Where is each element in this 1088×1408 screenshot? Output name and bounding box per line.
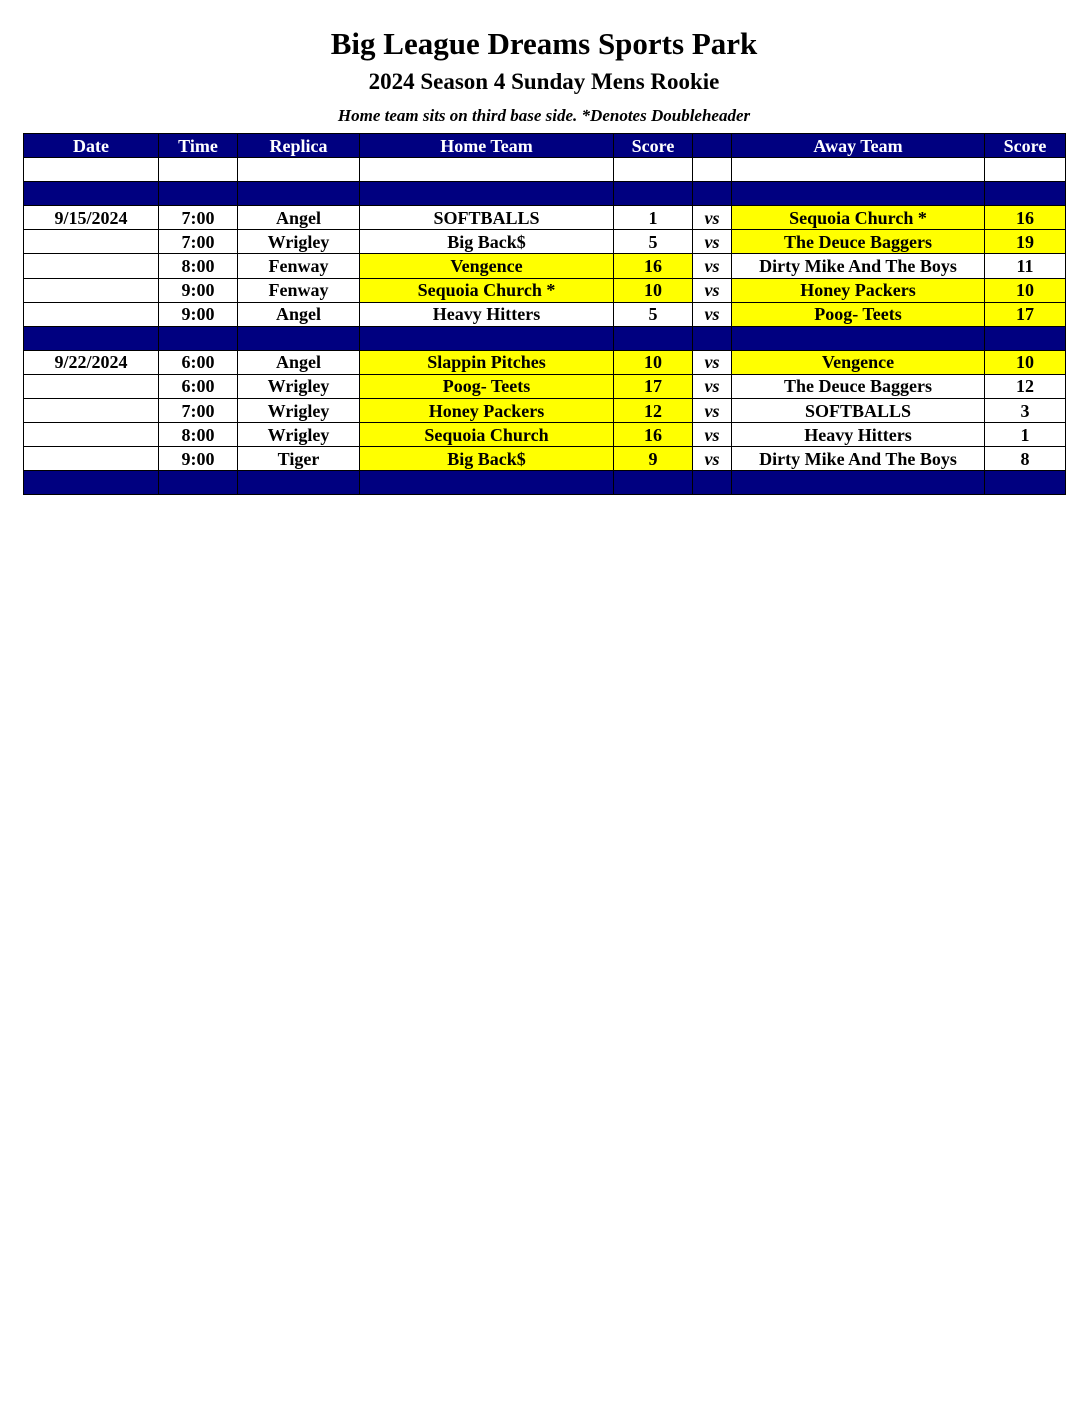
replica-cell: Angel [238,350,360,374]
replica-cell: Fenway [238,254,360,278]
replica-cell: Angel [238,206,360,230]
away-team-cell: Dirty Mike And The Boys [732,254,985,278]
header-row [24,134,1066,158]
replica-cell: Wrigley [238,399,360,423]
replica-cell: Wrigley [238,374,360,398]
away-team-cell: Heavy Hitters [732,423,985,447]
away-score-cell: 10 [985,350,1066,374]
empty-cell [24,471,159,495]
home-team-cell: SOFTBALLS [360,206,614,230]
date-cell: 9/15/2024 [24,206,159,230]
vs-cell: vs [693,206,732,230]
away-team-cell: The Deuce Baggers [732,230,985,254]
game-row [24,399,1066,423]
empty-cell [985,326,1066,350]
vs-cell: vs [693,350,732,374]
home-team-cell: Sequoia Church * [360,278,614,302]
empty-cell [238,471,360,495]
schedule-note: Home team sits on third base side. *Denotes Doubleheader [337,106,751,125]
date-cell: 9/22/2024 [24,350,159,374]
home-score-cell: 10 [614,278,693,302]
empty-cell [693,326,732,350]
empty-cell [732,182,985,206]
game-row [24,374,1066,398]
empty-cell [614,326,693,350]
away-score-cell: 8 [985,447,1066,471]
away-score-cell: 17 [985,302,1066,326]
empty-cell [693,158,732,182]
date-cell [24,278,159,302]
empty-cell [732,471,985,495]
home-score-cell: 1 [614,206,693,230]
replica-cell: Wrigley [238,230,360,254]
game-row [24,350,1066,374]
time-cell: 9:00 [159,278,238,302]
away-score-cell: 12 [985,374,1066,398]
empty-cell [360,182,614,206]
game-row [24,230,1066,254]
game-row [24,206,1066,230]
schedule-table [23,133,1066,495]
home-score-cell: 16 [614,254,693,278]
home-score-cell: 9 [614,447,693,471]
empty-cell [360,471,614,495]
vs-cell: vs [693,399,732,423]
home-score-cell: 10 [614,350,693,374]
game-row [24,278,1066,302]
empty-cell [24,182,159,206]
col-header-home-team: Home Team [360,134,614,158]
vs-cell: vs [693,254,732,278]
replica-cell: Angel [238,302,360,326]
empty-cell [614,158,693,182]
page-title: Big League Dreams Sports Park [330,26,758,61]
home-team-cell: Heavy Hitters [360,302,614,326]
date-cell [24,423,159,447]
col-header-date: Date [24,134,159,158]
time-cell: 9:00 [159,447,238,471]
empty-cell [238,182,360,206]
time-cell: 8:00 [159,423,238,447]
away-score-cell: 1 [985,423,1066,447]
empty-cell [159,182,238,206]
date-cell [24,254,159,278]
game-row [24,254,1066,278]
empty-cell [360,326,614,350]
away-score-cell: 10 [985,278,1066,302]
date-cell [24,399,159,423]
blank-row [24,158,1066,182]
home-score-cell: 12 [614,399,693,423]
time-cell: 6:00 [159,374,238,398]
vs-cell: vs [693,278,732,302]
date-cell [24,302,159,326]
away-team-cell: The Deuce Baggers [732,374,985,398]
away-team-cell: Dirty Mike And The Boys [732,447,985,471]
empty-cell [360,158,614,182]
empty-cell [159,326,238,350]
date-cell [24,447,159,471]
time-cell: 7:00 [159,230,238,254]
home-team-cell: Vengence [360,254,614,278]
empty-cell [238,326,360,350]
game-row [24,423,1066,447]
vs-cell: vs [693,447,732,471]
empty-cell [732,326,985,350]
empty-cell [24,158,159,182]
home-team-cell: Slappin Pitches [360,350,614,374]
empty-cell [159,471,238,495]
col-header-vs [693,134,732,158]
schedule-body [24,158,1066,495]
away-team-cell: SOFTBALLS [732,399,985,423]
empty-cell [614,471,693,495]
col-header-away-team: Away Team [732,134,985,158]
away-score-cell: 16 [985,206,1066,230]
separator-row [24,471,1066,495]
vs-cell: vs [693,230,732,254]
away-team-cell: Poog- Teets [732,302,985,326]
away-score-cell: 19 [985,230,1066,254]
home-score-cell: 17 [614,374,693,398]
date-cell [24,374,159,398]
empty-cell [24,326,159,350]
home-team-cell: Honey Packers [360,399,614,423]
time-cell: 9:00 [159,302,238,326]
empty-cell [693,182,732,206]
home-score-cell: 5 [614,302,693,326]
home-score-cell: 16 [614,423,693,447]
away-score-cell: 11 [985,254,1066,278]
empty-cell [693,471,732,495]
home-team-cell: Poog- Teets [360,374,614,398]
page-subtitle: 2024 Season 4 Sunday Mens Rookie [368,69,720,94]
col-header-home-score: Score [614,134,693,158]
empty-cell [238,158,360,182]
home-team-cell: Big Back$ [360,230,614,254]
game-row [24,447,1066,471]
separator-row [24,182,1066,206]
game-row [24,302,1066,326]
home-team-cell: Sequoia Church [360,423,614,447]
replica-cell: Fenway [238,278,360,302]
empty-cell [159,158,238,182]
vs-cell: vs [693,374,732,398]
replica-cell: Tiger [238,447,360,471]
home-score-cell: 5 [614,230,693,254]
col-header-replica: Replica [238,134,360,158]
time-cell: 7:00 [159,399,238,423]
vs-cell: vs [693,423,732,447]
separator-row [24,326,1066,350]
empty-cell [732,158,985,182]
time-cell: 6:00 [159,350,238,374]
vs-cell: vs [693,302,732,326]
away-team-cell: Vengence [732,350,985,374]
time-cell: 8:00 [159,254,238,278]
away-team-cell: Honey Packers [732,278,985,302]
col-header-time: Time [159,134,238,158]
empty-cell [985,158,1066,182]
empty-cell [985,182,1066,206]
empty-cell [614,182,693,206]
col-header-away-score: Score [985,134,1066,158]
time-cell: 7:00 [159,206,238,230]
date-cell [24,230,159,254]
empty-cell [985,471,1066,495]
home-team-cell: Big Back$ [360,447,614,471]
away-score-cell: 3 [985,399,1066,423]
away-team-cell: Sequoia Church * [732,206,985,230]
replica-cell: Wrigley [238,423,360,447]
